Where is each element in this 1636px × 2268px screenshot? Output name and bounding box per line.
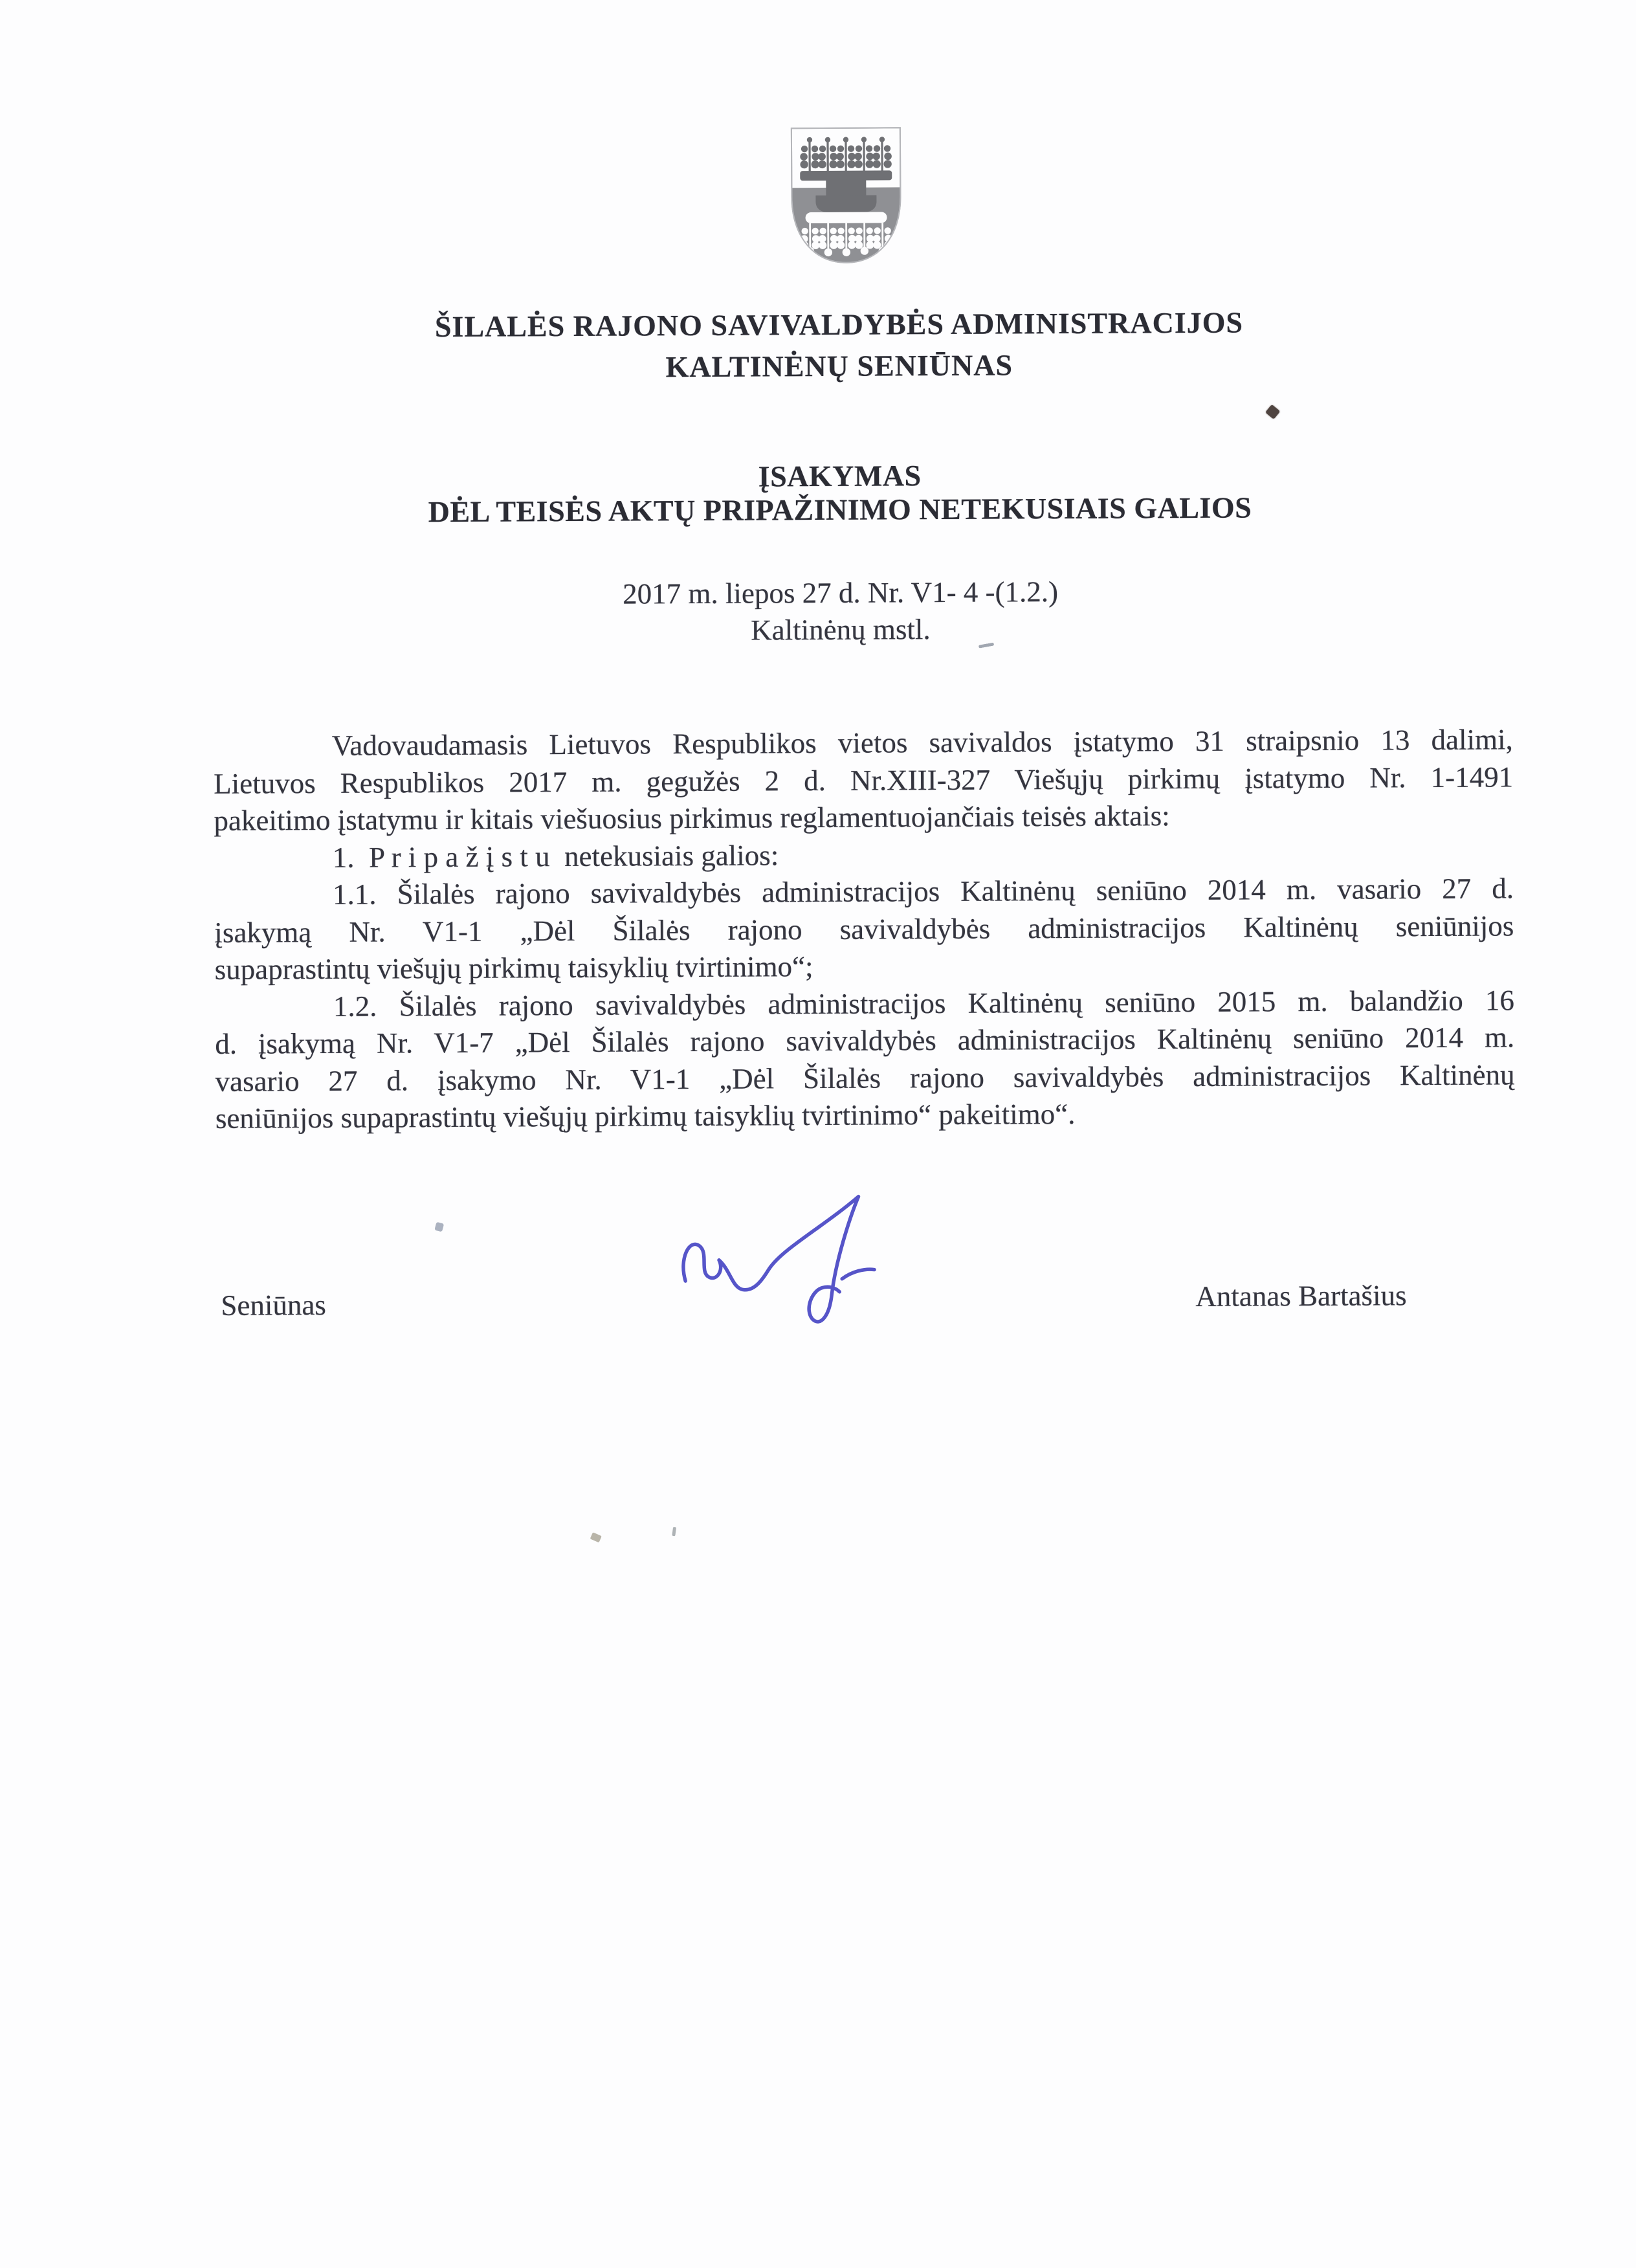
date-number-line: 2017 m. liepos 27 d. Nr. V1- 4 -(1.2.): [623, 575, 1059, 610]
body-line: 1.1. Šilalės rajono savivaldybės administracijos Kaltinėnų seniūno 2014 m. vasario 27 d.: [332, 872, 1514, 911]
signature-dash: [842, 1269, 874, 1279]
body-line: d. įsakymą Nr. V1-7 „Dėl Šilalės rajono savivaldybės administracijos Kaltinėnų seniūno 2014 m.: [215, 1021, 1515, 1060]
document-type: ĮSAKYMAS: [758, 459, 922, 493]
signer-name: Antanas Bartašius: [1195, 1279, 1407, 1313]
signature-stroke: [683, 1197, 859, 1322]
body-line: 1.2. Šilalės rajono savivaldybės administracijos Kaltinėnų seniūno 2015 m. balandžio 16: [333, 983, 1515, 1023]
body-line: vasario 27 d. įsakymo Nr. V1-1 „Dėl Šilalės rajono savivaldybės administracijos Kaltinėnų: [215, 1058, 1515, 1098]
signer-role: Seniūnas: [221, 1288, 327, 1322]
body-line: Vadovaudamasis Lietuvos Respublikos vietos savivaldos įstatymo 31 straipsnio 13 dalimi,: [331, 723, 1513, 762]
institution-name-line-1: ŠILALĖS RAJONO SAVIVALDYBĖS ADMINISTRACIJOS: [434, 306, 1244, 344]
body-line: seniūnijos supaprastintų viešųjų pirkimų taisyklių tvirtinimo“ pakeitimo“.: [215, 1097, 1076, 1135]
institution-name-line-2: KALTINĖNŲ SENIŪNAS: [665, 348, 1013, 384]
body-line: Lietuvos Respublikos 2017 m. gegužės 2 d. Nr.XIII-327 Viešųjų pirkimų įstatymo Nr. 1-1491: [214, 760, 1514, 800]
document-subject: DĖL TEISĖS AKTŲ PRIPAŽINIMO NETEKUSIAIS GALIOS: [428, 491, 1252, 529]
place-line: Kaltinėnų mstl.: [751, 613, 931, 647]
body-line: įsakymą Nr. V1-1 „Dėl Šilalės rajono savivaldybės administracijos Kaltinėnų seniūnijos: [214, 909, 1514, 949]
body-line: supaprastintų viešųjų pirkimų taisyklių tvirtinimo“;: [214, 950, 813, 986]
body-line: pakeitimo įstatymu ir kitais viešuosius pirkimus reglamentuojančiais teisės aktais:: [214, 799, 1170, 837]
body-line: 1. P r i p a ž į s t u netekusiais galios:: [332, 838, 779, 874]
